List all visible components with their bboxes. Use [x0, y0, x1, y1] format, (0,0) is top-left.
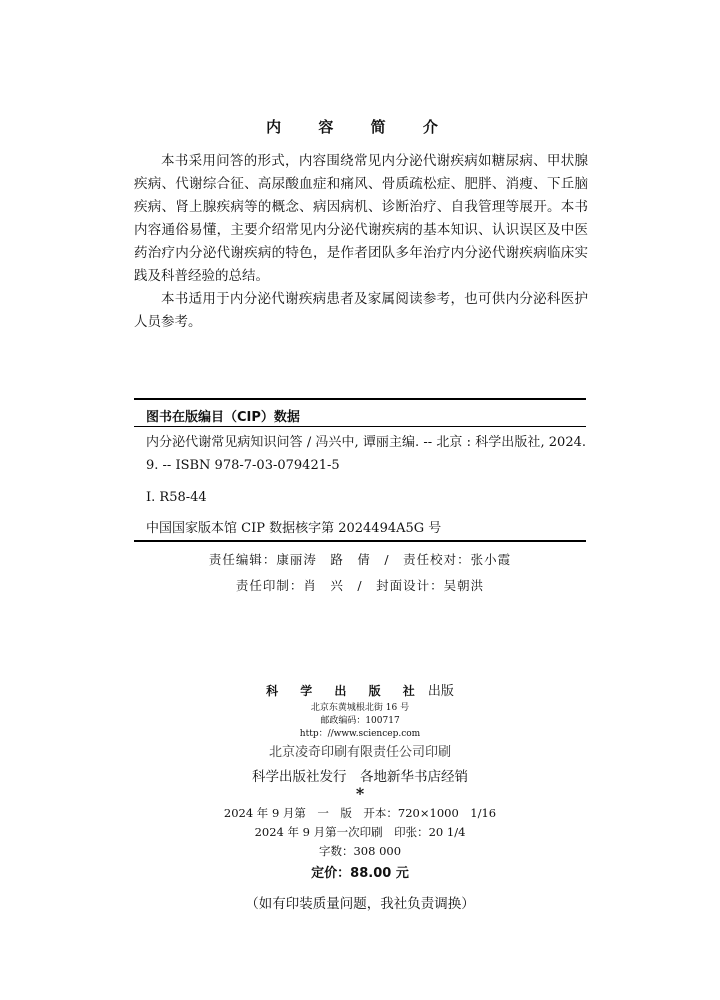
- word-count: 字数：308 000: [318, 844, 402, 858]
- summary-text: [134, 150, 588, 334]
- cip-top-rule: [134, 398, 586, 400]
- cip-classification: Ⅰ. R58-44: [146, 490, 207, 505]
- cip-heading: 图书在版编目（CIP）数据: [146, 410, 300, 425]
- edition-info: 2024 年 9 月第 一 版 开本：720×1000 1/16: [223, 806, 497, 820]
- publisher-postcode: 邮政编码：100717: [320, 716, 400, 726]
- production-credits: 责任印制：肖 兴 / 封面设计：吴朝洪: [235, 578, 485, 593]
- publisher-address: 北京东黄城根北街 16 号: [310, 703, 410, 713]
- page-title: 内 容 简 介: [266, 118, 454, 136]
- printer-line: 北京凌奇印刷有限责任公司印刷: [268, 745, 451, 760]
- editor-credits: 责任编辑：康丽涛 路 倩 / 责任校对：张小霞: [208, 552, 512, 567]
- cip-heading-rule: [134, 426, 586, 427]
- distribution-line: 科学出版社发行 各地新华书店经销: [252, 769, 468, 785]
- publisher-line: [0, 680, 720, 699]
- printing-info: 2024 年 9 月第一次印刷 印张：20 1/4: [254, 825, 466, 839]
- summary-paragraph-2: 本书适用于内分泌代谢疾病患者及家属阅读参考，也可供内分泌科医护人员参考。: [134, 291, 588, 330]
- quality-notice: （如有印装质量问题，我社负责调换）: [245, 896, 475, 912]
- publisher-name: 科 学 出 版 社: [266, 684, 424, 698]
- publisher-suffix: 出版: [427, 684, 454, 699]
- separator-star: *: [355, 784, 365, 803]
- summary-paragraph-1: 本书采用问答的形式，内容围绕常见内分泌代谢疾病如糖尿病、甲状腺疾病、代谢综合征、高尿酸血症和痛风、骨质疏松症、肥胖、消瘦、下丘脑疾病、肾上腺疾病等的概念、病因病机、诊断治疗、自我管理等展开。本书内容通俗易懂，主要介绍常见内分泌代谢疾病的基本知识、认识误区及中医药治疗内分泌代谢疾病的特色，是作者团队多年治疗内分泌代谢疾病临床实践及科普经验的总结。: [134, 153, 588, 284]
- price: 定价：88.00 元: [311, 866, 409, 881]
- cip-verification-number: 中国国家版本馆 CIP 数据核字第 2024494A5G 号: [146, 521, 442, 536]
- cip-bottom-rule: [134, 540, 586, 542]
- cip-record: 内分泌代谢常见病知识问答 / 冯兴中, 谭丽主编. -- 北京 : 科学出版社, 2024. 9. -- ISBN 978-7-03-079421-5: [146, 435, 586, 473]
- publisher-website: http：//www.sciencep.com: [299, 729, 421, 739]
